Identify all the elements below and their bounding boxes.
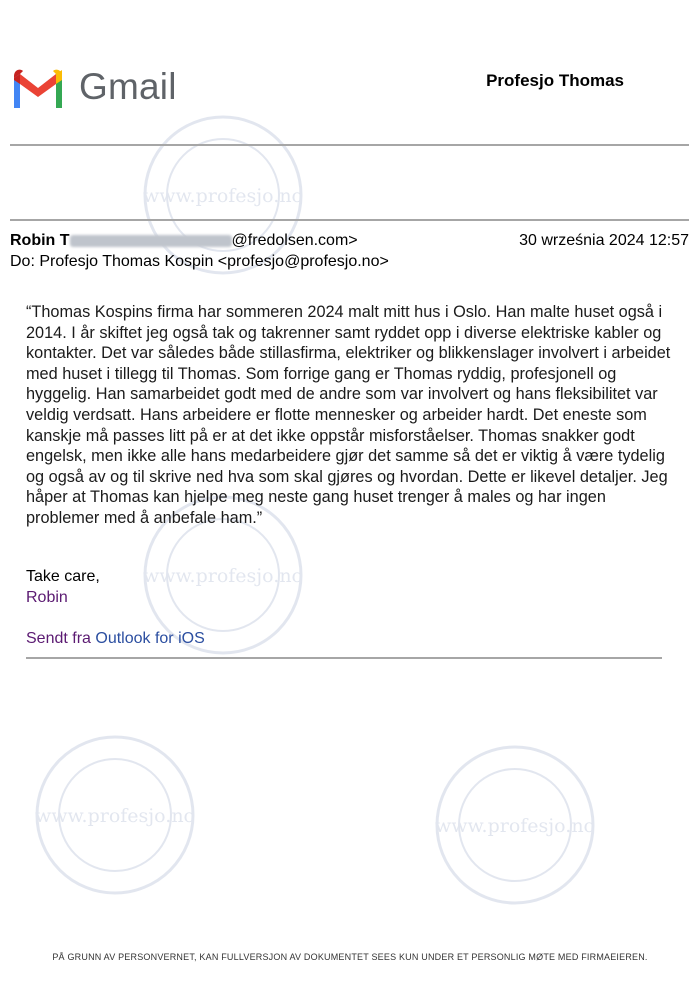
closing-text: Take care, [26, 568, 100, 585]
gmail-logo-icon [10, 66, 66, 110]
divider [10, 219, 689, 221]
signature-name: Robin [26, 589, 68, 606]
sent-from-line [26, 630, 205, 648]
sender-name: Robin T [10, 232, 70, 249]
redacted-address [70, 235, 232, 247]
watermark-stamp [430, 740, 600, 910]
outlook-ios-link[interactable]: Outlook for iOS [95, 630, 205, 647]
svg-text:www.profesjo.no: www.profesjo.no [143, 565, 303, 587]
account-name: Profesjo Thomas [486, 71, 624, 90]
sender-domain: @fredolsen.com> [231, 232, 358, 249]
privacy-notice: PÅ GRUNN AV PERSONVERNET, KAN FULLVERSJON AV DOKUMENTET SEES KUN UNDER ET PERSONLIG MØTE MED FIRMAEIEREN. [52, 952, 648, 962]
email-body: “Thomas Kospins firma har sommeren 2024 malt mitt hus i Oslo. Han malte huset også i 2014. I år skiftet jeg også tak og takrenner samt ryddet opp i diverse elektriske kabler og kontakter. Det var således både stillasfirma, elektriker og blikkenslager involvert i arbeidet med huset i tillegg til Thomas. Som forrige gang er Thomas ryddig, profesjonell og hyggelig. Han samarbeidet godt med de andre som var involvert og hans fleksibilitet var veldig verdsatt. Hans arbeidere er flotte mennesker og arbeider hardt. Det eneste som kanskje må passes litt på er at det ikke oppstår misforståelser. Thomas snakker godt engelsk, men ikke alle hans medarbeidere gjør det samme så det er viktig å være tydelig og også av og til skrive ned hva som skal gjøres og hvordan. Dette er likevel detaljer. Jeg håper at Thomas kan hjelpe meg neste gang huset trenger å males og har ingen problemer med å anbefale ham.” [26, 303, 671, 527]
divider [10, 144, 689, 146]
svg-text:www.profesjo.no: www.profesjo.no [435, 815, 595, 837]
recipient-line: Do: Profesjo Thomas Kospin <profesjo@profesjo.no> [10, 253, 389, 270]
svg-text:www.profesjo.no: www.profesjo.no [35, 805, 195, 827]
watermark-stamp [30, 730, 200, 900]
sent-from-prefix: Sendt fra [26, 630, 96, 647]
svg-text:www.profesjo.no: www.profesjo.no [143, 185, 303, 207]
gmail-wordmark: Gmail [79, 66, 177, 107]
divider [26, 657, 662, 659]
email-date: 30 września 2024 12:57 [519, 232, 689, 249]
sender-line [10, 232, 358, 250]
